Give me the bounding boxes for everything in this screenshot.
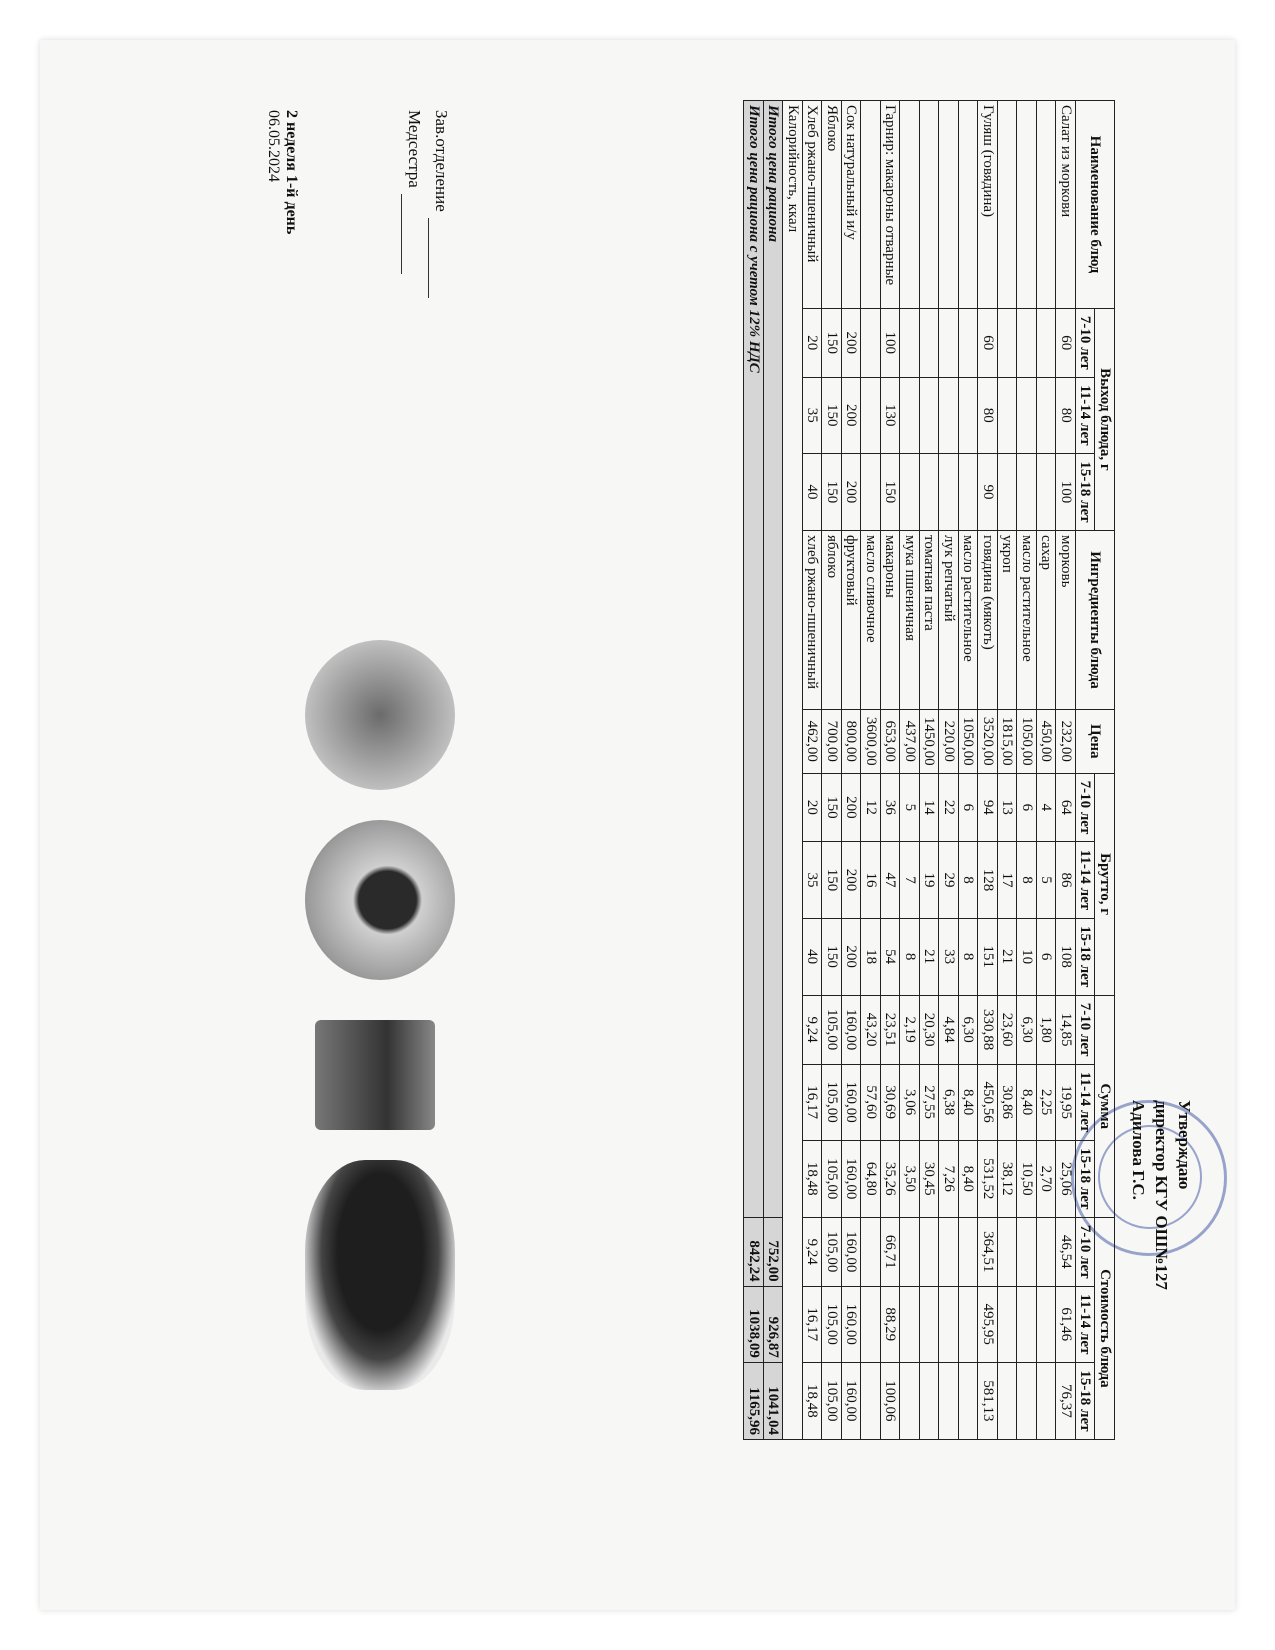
calories-row: [783, 101, 803, 1440]
signature-line: [428, 218, 447, 298]
sum-cell: 3,06: [900, 1064, 920, 1140]
ingredient-cell: морковь: [1056, 530, 1076, 709]
table-row: [939, 101, 959, 1440]
dish-name-cell: Яблоко: [822, 101, 842, 309]
sum-cell: 30,45: [920, 1140, 940, 1217]
brutto-cell: 6: [1037, 918, 1057, 995]
cost-cell: 76,37: [1056, 1362, 1076, 1439]
brutto-cell: 108: [1056, 918, 1076, 995]
menu-body: [744, 101, 1076, 1440]
signature-line: [401, 194, 420, 274]
brutto-cell: 64: [1056, 773, 1076, 842]
sum-cell: 20,30: [920, 995, 940, 1064]
output-cell: [1017, 377, 1037, 453]
output-cell: [959, 377, 979, 453]
brutto-cell: 6: [959, 773, 979, 842]
brutto-cell: 21: [920, 918, 940, 995]
cost-cell: 160,00: [842, 1286, 862, 1362]
ingredient-cell: мука пшеничная: [900, 530, 920, 709]
brutto-cell: 151: [978, 918, 998, 995]
week-day-label: 2 неделя 1-й день: [283, 110, 300, 235]
dish-name-cell: [998, 101, 1018, 309]
sum-cell: 8,40: [959, 1140, 979, 1217]
sum-cell: 38,12: [998, 1140, 1018, 1217]
dish-name-cell: Гарнир: макароны отварные: [881, 101, 901, 309]
cost-cell: 18,48: [803, 1362, 823, 1439]
ingredient-cell: масло растительное: [1017, 530, 1037, 709]
sum-cell: 16,17: [803, 1064, 823, 1140]
sum-cell: 14,85: [1056, 995, 1076, 1064]
sum-cell: 18,48: [803, 1140, 823, 1217]
brutto-cell: 54: [881, 918, 901, 995]
dish-name-cell: [920, 101, 940, 309]
sum-cell: 6,38: [939, 1064, 959, 1140]
cost-cell: 364,51: [978, 1217, 998, 1286]
dish-name-cell: [959, 101, 979, 309]
approval-name: Адилова Г.С.: [1129, 1100, 1149, 1200]
total-vat-row-value: 1165,96: [744, 1362, 764, 1439]
table-row: [920, 101, 940, 1440]
output-cell: 35: [803, 377, 823, 453]
output-cell: [920, 453, 940, 530]
sum-cell: 105,00: [822, 995, 842, 1064]
sum-cell: 27,55: [920, 1064, 940, 1140]
table-row: [822, 101, 842, 1440]
ingredient-cell: масло сливочное: [861, 530, 881, 709]
table-row: [978, 101, 998, 1440]
price-cell: 3520,00: [978, 710, 998, 773]
brutto-cell: 13: [998, 773, 1018, 842]
output-cell: [998, 308, 1018, 377]
output-cell: 80: [978, 377, 998, 453]
price-cell: 1050,00: [959, 710, 979, 773]
ingredient-cell: укроп: [998, 530, 1018, 709]
ingredient-cell: сахар: [1037, 530, 1057, 709]
brutto-cell: 21: [998, 918, 1018, 995]
brutto-cell: 22: [939, 773, 959, 842]
cost-cell: 105,00: [822, 1362, 842, 1439]
total-row-label: Итого цена рациона: [764, 101, 784, 1218]
sum-cell: 6,30: [959, 995, 979, 1064]
cost-cell: [861, 1362, 881, 1439]
table-row: [998, 101, 1018, 1440]
output-cell: [939, 308, 959, 377]
price-cell: 1050,00: [1017, 710, 1037, 773]
sum-cell: 10,50: [1017, 1140, 1037, 1217]
output-cell: [900, 308, 920, 377]
brutto-cell: 8: [1017, 842, 1037, 918]
dish-name-cell: [900, 101, 920, 309]
sum-cell: 19,95: [1056, 1064, 1076, 1140]
output-cell: [861, 377, 881, 453]
table-row: [803, 101, 823, 1440]
output-cell: [959, 308, 979, 377]
output-cell: 60: [978, 308, 998, 377]
header-dish-name: Наименование блюд: [1076, 101, 1115, 309]
output-cell: 80: [1056, 377, 1076, 453]
cost-cell: [998, 1286, 1018, 1362]
sum-cell: 330,88: [978, 995, 998, 1064]
dish-photos: [285, 640, 455, 1420]
sum-cell: 35,26: [881, 1140, 901, 1217]
cost-cell: [939, 1217, 959, 1286]
carrot-salad-photo: [305, 640, 455, 790]
output-cell: 200: [842, 453, 862, 530]
output-cell: 150: [822, 453, 842, 530]
date-label: 06.05.2024: [264, 110, 282, 182]
age-header: 7-10 лет: [1076, 995, 1096, 1064]
age-header: 15-18 лет: [1076, 453, 1096, 530]
brutto-cell: 7: [900, 842, 920, 918]
output-cell: 20: [803, 308, 823, 377]
output-cell: 60: [1056, 308, 1076, 377]
cost-cell: [1017, 1217, 1037, 1286]
age-header: 11-14 лет: [1076, 1064, 1096, 1140]
sum-cell: 450,56: [978, 1064, 998, 1140]
sum-cell: 3,50: [900, 1140, 920, 1217]
brutto-cell: 40: [803, 918, 823, 995]
brutto-cell: 128: [978, 842, 998, 918]
cost-cell: [900, 1362, 920, 1439]
age-header: 11-14 лет: [1076, 377, 1096, 453]
output-cell: [1017, 453, 1037, 530]
price-cell: 220,00: [939, 710, 959, 773]
brutto-cell: 20: [803, 773, 823, 842]
ingredient-cell: говядина (мякоть): [978, 530, 998, 709]
brutto-cell: 8: [959, 842, 979, 918]
cost-cell: 66,71: [881, 1217, 901, 1286]
output-cell: [1037, 377, 1057, 453]
output-cell: [900, 453, 920, 530]
price-cell: 232,00: [1056, 710, 1076, 773]
header-brutto: Брутто, г: [1095, 773, 1115, 995]
cost-cell: [1017, 1286, 1037, 1362]
ingredient-cell: макароны: [881, 530, 901, 709]
cost-cell: 88,29: [881, 1286, 901, 1362]
brutto-cell: 47: [881, 842, 901, 918]
brutto-cell: 36: [881, 773, 901, 842]
sum-cell: 23,60: [998, 995, 1018, 1064]
cost-cell: [900, 1286, 920, 1362]
dish-name-cell: Гуляш (говядина): [978, 101, 998, 309]
brutto-cell: 16: [861, 842, 881, 918]
sum-cell: 8,40: [959, 1064, 979, 1140]
cost-cell: [920, 1286, 940, 1362]
calories-label: Калорийность, ккал: [783, 101, 803, 1440]
total-row-value: 926,87: [764, 1286, 784, 1362]
sum-cell: 25,06: [1056, 1140, 1076, 1217]
ingredient-cell: фруктовый: [842, 530, 862, 709]
cost-cell: 581,13: [978, 1362, 998, 1439]
bread-photo: [305, 1160, 455, 1390]
sum-cell: 6,30: [1017, 995, 1037, 1064]
sum-cell: 160,00: [842, 995, 862, 1064]
output-cell: 100: [881, 308, 901, 377]
header-output: Выход блюда, г: [1095, 308, 1115, 530]
cost-cell: 160,00: [842, 1217, 862, 1286]
cost-cell: 46,54: [1056, 1217, 1076, 1286]
brutto-cell: 5: [900, 773, 920, 842]
age-header: 15-18 лет: [1076, 918, 1096, 995]
brutto-cell: 19: [920, 842, 940, 918]
sum-cell: 531,52: [978, 1140, 998, 1217]
ingredient-cell: томатная паста: [920, 530, 940, 709]
table-row: [1056, 101, 1076, 1440]
brutto-cell: 200: [842, 842, 862, 918]
output-cell: [861, 308, 881, 377]
sum-cell: 30,69: [881, 1064, 901, 1140]
approval-title: Утверждаю: [1175, 1100, 1194, 1190]
output-cell: [920, 377, 940, 453]
cost-cell: [920, 1217, 940, 1286]
cost-cell: [959, 1362, 979, 1439]
cost-cell: [1017, 1362, 1037, 1439]
goulash-pasta-photo: [305, 820, 455, 980]
output-cell: [939, 453, 959, 530]
brutto-cell: 18: [861, 918, 881, 995]
cost-cell: [998, 1217, 1018, 1286]
price-cell: 462,00: [803, 710, 823, 773]
sum-cell: 43,20: [861, 995, 881, 1064]
cost-cell: [959, 1217, 979, 1286]
sum-cell: 4,84: [939, 995, 959, 1064]
brutto-cell: 10: [1017, 918, 1037, 995]
dish-name-cell: [1037, 101, 1057, 309]
price-cell: 1450,00: [920, 710, 940, 773]
dish-name-cell: [861, 101, 881, 309]
brutto-cell: 35: [803, 842, 823, 918]
brutto-cell: 150: [822, 773, 842, 842]
total-vat-row-value: 1038,09: [744, 1286, 764, 1362]
dish-name-cell: Сок натуральный и/у: [842, 101, 862, 309]
price-cell: 653,00: [881, 710, 901, 773]
ingredient-cell: хлеб ржано-пшеничный: [803, 530, 823, 709]
output-cell: 130: [881, 377, 901, 453]
dish-name-cell: Хлеб ржано-пшеничный: [803, 101, 823, 309]
brutto-cell: 8: [959, 918, 979, 995]
sum-cell: 105,00: [822, 1140, 842, 1217]
output-cell: 90: [978, 453, 998, 530]
cost-cell: [1037, 1362, 1057, 1439]
sum-cell: 30,86: [998, 1064, 1018, 1140]
cost-cell: [939, 1362, 959, 1439]
cost-cell: [939, 1286, 959, 1362]
output-cell: 200: [842, 377, 862, 453]
output-cell: 150: [822, 308, 842, 377]
sum-cell: 23,51: [881, 995, 901, 1064]
sum-cell: 105,00: [822, 1064, 842, 1140]
age-header: 15-18 лет: [1076, 1362, 1096, 1439]
rotated-menu-sheet: [235, 40, 1235, 1490]
cost-cell: [900, 1217, 920, 1286]
cost-cell: 105,00: [822, 1286, 842, 1362]
ingredient-cell: яблоко: [822, 530, 842, 709]
brutto-cell: 6: [1017, 773, 1037, 842]
brutto-cell: 14: [920, 773, 940, 842]
sum-cell: 2,19: [900, 995, 920, 1064]
age-header: 7-10 лет: [1076, 773, 1096, 842]
sum-cell: 64,80: [861, 1140, 881, 1217]
brutto-cell: 86: [1056, 842, 1076, 918]
output-cell: 100: [1056, 453, 1076, 530]
signature-block: [401, 110, 455, 298]
table-row: [959, 101, 979, 1440]
approval-block: [1126, 1100, 1195, 1290]
cost-cell: [959, 1286, 979, 1362]
dish-name-cell: [1017, 101, 1037, 309]
brutto-cell: 5: [1037, 842, 1057, 918]
sum-cell: 9,24: [803, 995, 823, 1064]
cost-cell: [861, 1286, 881, 1362]
output-cell: [1037, 453, 1057, 530]
table-row: [861, 101, 881, 1440]
ingredient-cell: лук репчатый: [939, 530, 959, 709]
table-row: [842, 101, 862, 1440]
table-row: [881, 101, 901, 1440]
price-cell: 800,00: [842, 710, 862, 773]
price-cell: 3600,00: [861, 710, 881, 773]
total-vat-row-value: 842,24: [744, 1217, 764, 1286]
sum-cell: 160,00: [842, 1140, 862, 1217]
sum-cell: 2,25: [1037, 1064, 1057, 1140]
juice-box-photo: [315, 1020, 435, 1130]
menu-table: [744, 100, 1116, 1440]
brutto-cell: 8: [900, 918, 920, 995]
sum-cell: 1,80: [1037, 995, 1057, 1064]
brutto-cell: 200: [842, 773, 862, 842]
output-cell: [1017, 308, 1037, 377]
scanned-page: [40, 40, 1235, 1610]
output-cell: 150: [881, 453, 901, 530]
output-cell: [900, 377, 920, 453]
age-header: 11-14 лет: [1076, 842, 1096, 918]
cost-cell: [920, 1362, 940, 1439]
cost-cell: [861, 1217, 881, 1286]
total-vat-row-label: Итого цена рациона с учетом 12% НДС: [744, 101, 764, 1218]
header-cost: Стоимость блюда: [1095, 1217, 1115, 1439]
ingredient-cell: масло растительное: [959, 530, 979, 709]
cost-cell: 495,95: [978, 1286, 998, 1362]
table-row: [1017, 101, 1037, 1440]
brutto-cell: 33: [939, 918, 959, 995]
header-ingredients: Ингредиенты блюда: [1076, 530, 1115, 709]
output-cell: 150: [822, 377, 842, 453]
output-cell: 40: [803, 453, 823, 530]
sum-cell: 160,00: [842, 1064, 862, 1140]
brutto-cell: 150: [822, 918, 842, 995]
age-header: 7-10 лет: [1076, 308, 1096, 377]
header-price: Цена: [1076, 710, 1115, 773]
output-cell: 200: [842, 308, 862, 377]
output-cell: [939, 377, 959, 453]
output-cell: [920, 308, 940, 377]
brutto-cell: 200: [842, 918, 862, 995]
age-header: 11-14 лет: [1076, 1286, 1096, 1362]
approval-position: директор КГУ ОШ№127: [1152, 1100, 1172, 1290]
total-row: [764, 101, 784, 1440]
table-row: [1037, 101, 1057, 1440]
cost-cell: 16,17: [803, 1286, 823, 1362]
output-cell: [861, 453, 881, 530]
sum-cell: 57,60: [861, 1064, 881, 1140]
sum-cell: 8,40: [1017, 1064, 1037, 1140]
price-cell: 450,00: [1037, 710, 1057, 773]
price-cell: 1815,00: [998, 710, 1018, 773]
dish-name-cell: [939, 101, 959, 309]
cost-cell: 100,06: [881, 1362, 901, 1439]
cost-cell: [1037, 1217, 1057, 1286]
output-cell: [1037, 308, 1057, 377]
output-cell: [959, 453, 979, 530]
age-header: 7-10 лет: [1076, 1217, 1096, 1286]
brutto-cell: 4: [1037, 773, 1057, 842]
age-header: 15-18 лет: [1076, 1140, 1096, 1217]
brutto-cell: 150: [822, 842, 842, 918]
output-cell: [998, 377, 1018, 453]
nurse-label: Медсестра: [404, 110, 424, 188]
price-cell: 700,00: [822, 710, 842, 773]
cost-cell: 160,00: [842, 1362, 862, 1439]
head-of-department-label: Зав.отделение: [432, 110, 451, 212]
sum-cell: 2,70: [1037, 1140, 1057, 1217]
cost-cell: [1037, 1286, 1057, 1362]
brutto-cell: 29: [939, 842, 959, 918]
cost-cell: [998, 1362, 1018, 1439]
cost-cell: 61,46: [1056, 1286, 1076, 1362]
price-cell: 437,00: [900, 710, 920, 773]
header-sum: Сумма: [1095, 995, 1115, 1217]
total-vat-row: [744, 101, 764, 1440]
total-row-value: 1041,04: [764, 1362, 784, 1439]
cost-cell: 105,00: [822, 1217, 842, 1286]
dish-name-cell: Салат из моркови: [1056, 101, 1076, 309]
day-header: [263, 110, 300, 234]
cost-cell: 9,24: [803, 1217, 823, 1286]
output-cell: [998, 453, 1018, 530]
total-row-value: 752,00: [764, 1217, 784, 1286]
sum-cell: 7,26: [939, 1140, 959, 1217]
brutto-cell: 94: [978, 773, 998, 842]
brutto-cell: 12: [861, 773, 881, 842]
table-row: [900, 101, 920, 1440]
brutto-cell: 17: [998, 842, 1018, 918]
